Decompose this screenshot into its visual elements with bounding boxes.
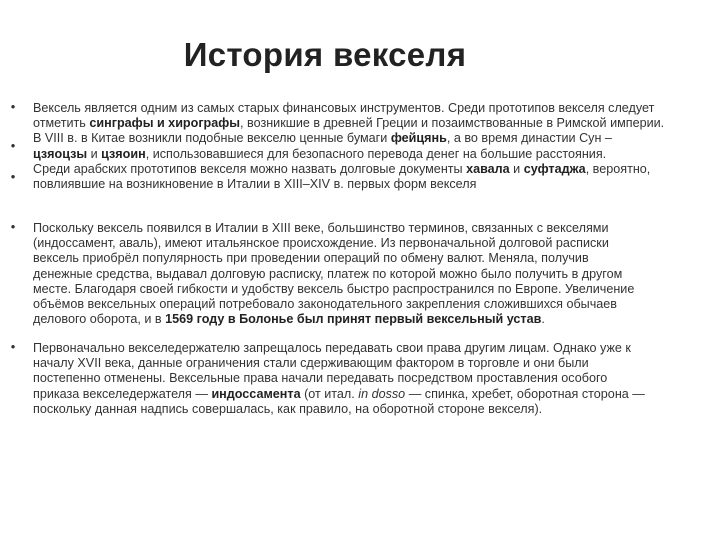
- bold-term: 1569 году в Болонье был принят первый вексельный устав: [165, 312, 542, 327]
- bullet-icon: •: [10, 339, 16, 354]
- paragraph-line: началу XVII века, данные ограничения стали сдерживающим фактором в торговле и они были: [33, 356, 589, 371]
- paragraph-line: приказа векселедержателя — индоссамента (от итал. in dosso — спинка, хребет, оборотная сторона —: [33, 386, 645, 401]
- paragraph-line: денежные средства, выдавал долговую расписку, платеж по которой можно было получить в другом: [33, 266, 623, 281]
- paragraph-line: вексель приобрёл популярность при проведении операций по обмену валют. Меняла, получив: [33, 251, 589, 266]
- bullet-icon: •: [10, 99, 16, 114]
- paragraph-3: [33, 341, 695, 417]
- paragraph-line: Среди арабских прототипов векселя можно назвать долговые документы хавала и суфтаджа, вероятно,: [33, 161, 651, 176]
- paragraph-line: Первоначально векселедержателю запрещалось передавать свои права другим лицам. Однако уже к: [33, 341, 631, 355]
- bold-term: хавала: [466, 161, 510, 176]
- bullet-icon: •: [10, 138, 16, 153]
- bold-term: синграфы и хирографы: [89, 116, 241, 131]
- bold-term: фейцянь: [390, 131, 447, 146]
- paragraph-line: В VIII в. в Китае возникли подобные векселю ценные бумаги фейцянь, а во время династии Сун –: [33, 131, 612, 146]
- paragraph-line: повлиявшие на возникновение в Италии в XIII–XIV в. первых форм векселя: [33, 177, 477, 192]
- bold-term: цзяоин: [101, 146, 146, 161]
- bold-term: индоссамента: [211, 386, 301, 401]
- paragraph-line: делового оборота, и в 1569 году в Болонье был принят первый вексельный устав.: [33, 312, 545, 327]
- paragraph-line: отметить синграфы и хирографы, возникшие в древней Греции и позаимствованные в Римской империи.: [33, 116, 665, 131]
- paragraph-line: (индоссамент, аваль), имеют итальянское происхождение. Из первоначальной долговой расписки: [33, 236, 609, 251]
- bullet-icon: •: [10, 169, 16, 184]
- paragraph-2: [33, 221, 695, 327]
- bullet-icon: •: [10, 219, 16, 234]
- slide-title: История векселя: [183, 36, 467, 73]
- paragraph-1: [33, 101, 695, 192]
- paragraph-line: объёмов вексельных операций потребовало законодательного закрепления сложившихся обычаев: [33, 297, 617, 312]
- paragraph-line: Поскольку вексель появился в Италии в XIII веке, большинство терминов, связанных с векселями: [33, 221, 609, 235]
- bold-term: суфтаджа: [523, 161, 586, 176]
- paragraph-line: постепенно отменены. Вексельные права начали передавать посредством проставления особого: [33, 371, 608, 386]
- italic-term: in dosso: [358, 386, 406, 401]
- paragraph-line: цзяоцзы и цзяоин, использовавшиеся для безопасного перевода денег на большие расстояния.: [33, 146, 607, 161]
- paragraph-line: поскольку данная надпись совершалась, как правило, на оборотной стороне векселя).: [33, 401, 543, 416]
- paragraph-line: месте. Благодаря своей гибкости и удобству вексель быстро распространился по Европе. Увеличение: [33, 281, 635, 296]
- paragraph-line: Вексель является одним из самых старых финансовых инструментов. Среди прототипов векселя следует: [33, 101, 655, 115]
- bold-term: цзяоцзы: [33, 146, 88, 161]
